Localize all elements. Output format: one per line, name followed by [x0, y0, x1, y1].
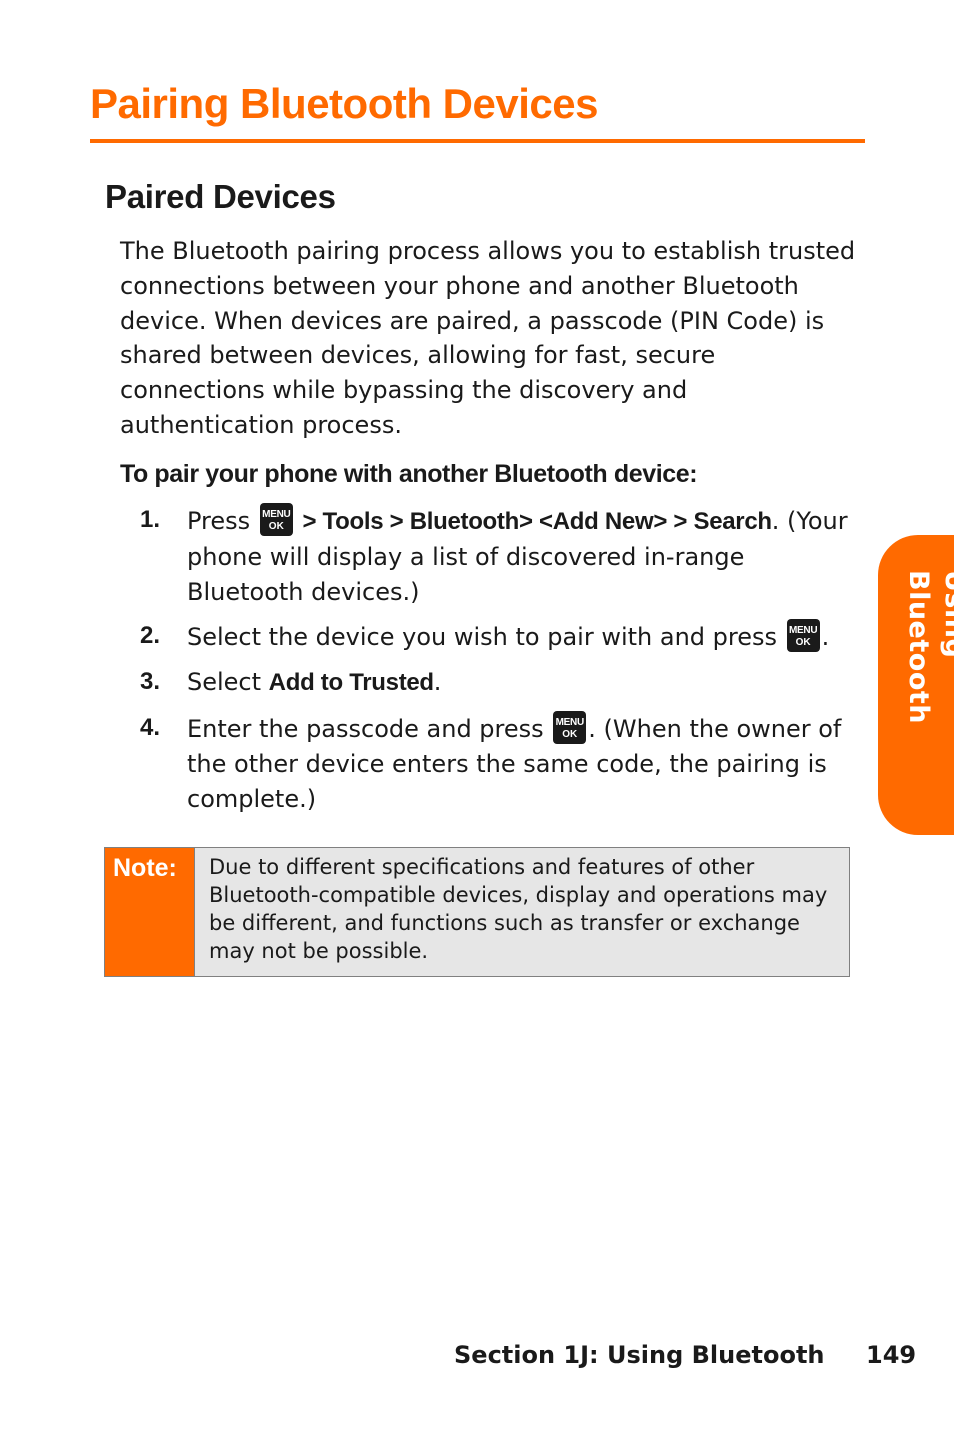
note-text: Due to different specifications and features of other Bluetooth-compatible devices, display and operations may be different, and functions such as transfer or exchange may not be possible.	[209, 855, 828, 963]
note-label-cell	[105, 848, 195, 976]
step-text: .	[433, 668, 442, 697]
section-heading: Paired Devices	[105, 178, 336, 215]
step-number: 3.	[140, 668, 161, 696]
step-2	[140, 619, 865, 655]
step-text: Press	[187, 507, 258, 535]
note-label: Note:	[113, 854, 177, 882]
intro-paragraph: The Bluetooth pairing process allows you to establish trusted connections between your phone and another Bluetooth device. When devices are paired, a passcode (PIN Code) is shared between devices, allowing for fast, secure connections while bypassing the discovery and authentication process.	[120, 237, 856, 439]
menu-ok-key-icon: MENU OK	[553, 711, 586, 744]
title-rule	[90, 139, 865, 143]
step-text: .	[821, 623, 830, 652]
step-number: 4.	[140, 713, 161, 741]
steps-list	[140, 503, 865, 816]
step-number: 2.	[140, 622, 161, 650]
step-text: . (When the owner of the other device enters the same code, the pairing is complete.)	[187, 714, 842, 813]
instruction-heading: To pair your phone with another Bluetooth device:	[120, 460, 698, 488]
note-box	[104, 847, 850, 977]
step-1	[140, 503, 865, 609]
step-text: Select	[187, 668, 269, 697]
step-3	[140, 665, 865, 701]
page-title: Pairing Bluetooth Devices	[90, 80, 598, 127]
step-text: . (Your phone will display a list of discovered in-range Bluetooth devices.)	[187, 507, 848, 606]
step-number: 1.	[140, 506, 161, 533]
step-text: Select the device you wish to pair with and press	[187, 623, 785, 652]
menu-ok-key-icon: MENU OK	[260, 503, 293, 536]
menu-ok-key-icon: MENU OK	[787, 619, 820, 652]
step-text: Enter the passcode and press	[187, 714, 552, 743]
page-number: 149	[866, 1341, 917, 1369]
step-4	[140, 711, 865, 816]
side-tab-label: Using Bluetooth	[903, 570, 970, 725]
footer-section: Section 1J: Using Bluetooth	[454, 1341, 825, 1369]
menu-path: > Tools > Bluetooth> <Add New> > Search	[302, 508, 772, 535]
menu-option: Add to Trusted	[268, 669, 434, 697]
